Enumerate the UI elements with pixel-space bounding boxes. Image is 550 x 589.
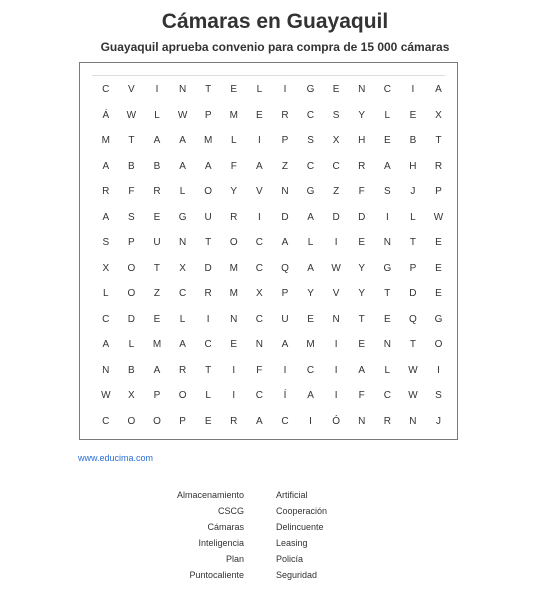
word-list-item: CSCG	[217, 506, 244, 516]
grid-cell[interactable]: C	[383, 390, 391, 401]
grid-cell[interactable]: Y	[358, 262, 366, 274]
grid-cell[interactable]: C	[255, 262, 263, 274]
grid-cell[interactable]: I	[257, 211, 261, 223]
grid-cell[interactable]: H	[409, 160, 417, 172]
grid-row	[93, 256, 451, 282]
grid-cell[interactable]: A	[179, 135, 186, 146]
grid-cell[interactable]: T	[153, 262, 161, 274]
grid-cell[interactable]: A	[435, 84, 442, 95]
grid-cell[interactable]: C	[306, 364, 315, 376]
grid-cell[interactable]: I	[283, 364, 287, 376]
grid-cell[interactable]: N	[383, 339, 391, 350]
grid-cell[interactable]: Q	[281, 262, 289, 274]
grid-cell[interactable]: E	[383, 313, 391, 325]
page-subtitle: Guayaquil aprueba convenio para compra de 15 000 cámaras	[100, 40, 450, 54]
grid-cell[interactable]: E	[153, 211, 161, 223]
grid-cell[interactable]: X	[435, 109, 442, 121]
word-list-item: Puntocaliente	[189, 570, 244, 580]
grid-row	[93, 205, 451, 231]
grid-cell[interactable]: S	[128, 211, 135, 223]
word-list-item: Almacenamiento	[176, 490, 244, 500]
grid-cell[interactable]: A	[153, 364, 161, 376]
grid-row	[93, 179, 451, 205]
grid-cell[interactable]: C	[306, 160, 315, 172]
grid-cell[interactable]: G	[434, 313, 443, 325]
grid-cell[interactable]: B	[153, 160, 161, 172]
grid-cell[interactable]: A	[102, 160, 110, 172]
grid-cell[interactable]: A	[256, 415, 263, 427]
grid-cell[interactable]: A	[281, 339, 289, 350]
grid-cell[interactable]: W	[126, 109, 137, 121]
grid-cell[interactable]: O	[127, 415, 136, 427]
grid-cell[interactable]: C	[306, 109, 315, 121]
grid-cell[interactable]: E	[409, 109, 417, 121]
grid-cell[interactable]: R	[153, 186, 161, 197]
grid-cell[interactable]: L	[128, 339, 135, 350]
grid-cell[interactable]: E	[358, 339, 366, 350]
grid-cell[interactable]: L	[179, 186, 186, 197]
grid-cell[interactable]: O	[434, 339, 443, 350]
grid-cell[interactable]: A	[307, 390, 314, 401]
grid-cell[interactable]: T	[205, 84, 212, 95]
grid-cell[interactable]: T	[128, 135, 135, 146]
grid-cell[interactable]: P	[281, 288, 289, 299]
grid-cell[interactable]: F	[230, 160, 237, 172]
grid-row	[93, 128, 451, 154]
grid-cell[interactable]: R	[178, 364, 187, 376]
grid-cell[interactable]: W	[101, 390, 111, 401]
grid-cell[interactable]: M	[204, 135, 213, 146]
grid-cell[interactable]: P	[409, 262, 417, 274]
grid-cell[interactable]: N	[178, 237, 187, 248]
grid-cell[interactable]: Z	[333, 186, 340, 197]
grid-cell[interactable]: G	[383, 262, 392, 274]
grid-row	[93, 409, 451, 435]
grid-cell[interactable]: A	[153, 135, 161, 146]
grid-cell[interactable]: A	[358, 364, 366, 376]
grid-cell[interactable]: L	[410, 211, 416, 223]
grid-cell[interactable]: S	[435, 390, 442, 401]
grid-cell[interactable]: Z	[281, 160, 288, 172]
grid-cell[interactable]: U	[153, 237, 161, 248]
grid-cell[interactable]: F	[358, 390, 365, 401]
grid-cell[interactable]: A	[307, 211, 314, 223]
grid-cell[interactable]: M	[229, 262, 238, 274]
grid-cell[interactable]: Y	[358, 109, 366, 121]
grid-cell[interactable]: M	[101, 135, 110, 146]
grid-row	[93, 77, 451, 103]
grid-cell[interactable]: G	[178, 211, 187, 223]
grid-cell[interactable]: N	[358, 84, 366, 95]
grid-cell[interactable]: V	[128, 84, 135, 95]
grid-cell[interactable]: L	[179, 313, 186, 325]
grid-cell[interactable]: T	[409, 237, 416, 248]
puzzle-divider	[92, 75, 445, 76]
grid-cell[interactable]: L	[384, 364, 391, 376]
grid-row	[93, 281, 451, 307]
grid-cell[interactable]: I	[257, 135, 261, 146]
grid-cell[interactable]: Z	[153, 288, 161, 299]
grid-cell[interactable]: I	[206, 313, 210, 325]
grid-cell[interactable]: E	[435, 262, 442, 274]
grid-cell[interactable]: W	[433, 211, 444, 223]
grid-cell[interactable]: B	[128, 364, 135, 376]
grid-cell[interactable]: T	[409, 339, 416, 350]
grid-cell[interactable]: S	[332, 109, 340, 121]
grid-cell[interactable]: I	[283, 84, 287, 95]
grid-cell[interactable]: M	[229, 109, 238, 121]
grid-cell[interactable]: N	[102, 364, 110, 376]
grid-cell[interactable]: N	[255, 339, 263, 350]
grid-cell[interactable]: C	[102, 84, 110, 95]
grid-cell[interactable]: R	[281, 109, 289, 121]
grid-cell[interactable]: A	[102, 339, 110, 350]
grid-cell[interactable]: V	[332, 288, 340, 299]
grid-cell[interactable]: E	[383, 135, 391, 146]
grid-cell[interactable]: Í	[283, 390, 287, 401]
grid-cell[interactable]: C	[255, 390, 263, 401]
grid-cell[interactable]: X	[332, 135, 340, 146]
grid-cell[interactable]: I	[334, 237, 338, 248]
grid-cell[interactable]: A	[204, 160, 212, 172]
grid-cell[interactable]: R	[383, 415, 391, 427]
word-list-item: Plan	[225, 554, 244, 564]
grid-cell[interactable]: P	[179, 415, 186, 427]
grid-cell[interactable]: E	[435, 288, 442, 299]
grid-cell[interactable]: A	[281, 237, 289, 248]
grid-cell[interactable]: V	[256, 186, 263, 197]
grid-cell[interactable]: I	[385, 211, 389, 223]
grid-cell[interactable]: A	[307, 262, 314, 274]
grid-cell[interactable]: C	[255, 237, 263, 248]
grid-cell[interactable]: S	[383, 186, 391, 197]
grid-row	[93, 230, 451, 256]
grid-cell[interactable]: I	[232, 364, 236, 376]
grid-cell[interactable]: I	[334, 364, 338, 376]
grid-cell[interactable]: I	[334, 339, 338, 350]
word-list-item: Policía	[276, 554, 304, 564]
grid-cell[interactable]: A	[383, 160, 391, 172]
grid-cell[interactable]: N	[178, 84, 187, 95]
grid-cell[interactable]: S	[307, 135, 314, 146]
grid-cell[interactable]: E	[204, 415, 212, 427]
grid-cell[interactable]: G	[306, 84, 315, 95]
grid-cell[interactable]: A	[179, 339, 186, 350]
grid-cell[interactable]: X	[256, 288, 263, 299]
word-list-item: Seguridad	[276, 570, 318, 580]
grid-cell[interactable]: L	[230, 135, 237, 146]
grid-cell[interactable]: C	[204, 339, 212, 350]
grid-cell[interactable]: X	[102, 262, 110, 274]
grid-cell[interactable]: W	[331, 262, 341, 274]
word-list-item: Inteligencia	[198, 538, 244, 548]
grid-row	[93, 332, 451, 358]
grid-cell[interactable]: I	[334, 390, 338, 401]
grid-cell[interactable]: L	[103, 288, 109, 299]
grid-cell[interactable]: L	[256, 84, 263, 95]
grid-cell[interactable]: R	[230, 415, 238, 427]
grid-cell[interactable]: M	[229, 288, 238, 299]
grid-cell[interactable]: Á	[102, 109, 110, 121]
grid-cell[interactable]: O	[178, 390, 187, 401]
grid-cell[interactable]: X	[179, 262, 186, 274]
grid-cell[interactable]: O	[127, 288, 136, 299]
grid-cell[interactable]: N	[409, 415, 417, 427]
grid-cell[interactable]: W	[408, 390, 418, 401]
grid-cell[interactable]: E	[435, 237, 442, 248]
grid-cell[interactable]: R	[102, 186, 110, 197]
grid-cell[interactable]: L	[205, 390, 211, 401]
grid-cell[interactable]: C	[332, 160, 340, 172]
grid-cell[interactable]: P	[204, 109, 212, 121]
word-list-item: Delincuente	[276, 522, 324, 532]
grid-cell[interactable]: T	[384, 288, 391, 299]
grid-cell[interactable]: T	[435, 135, 442, 146]
grid-cell[interactable]: W	[408, 364, 418, 376]
grid-row	[93, 307, 451, 333]
grid-cell[interactable]: Y	[358, 288, 366, 299]
grid-cell[interactable]: A	[102, 211, 110, 223]
grid-cell[interactable]: J	[410, 186, 416, 197]
grid-cell[interactable]: E	[230, 339, 238, 350]
grid-cell[interactable]: I	[155, 84, 159, 95]
grid-cell[interactable]: D	[127, 313, 135, 325]
website-link[interactable]: www.educima.com	[78, 453, 154, 463]
grid-cell[interactable]: T	[205, 364, 212, 376]
grid-cell[interactable]: D	[332, 211, 340, 223]
grid-cell[interactable]: C	[102, 313, 110, 325]
grid-cell[interactable]: D	[409, 288, 417, 299]
grid-cell[interactable]: F	[358, 186, 365, 197]
grid-cell[interactable]: A	[179, 160, 186, 172]
grid-cell[interactable]: I	[232, 390, 236, 401]
word-list-left	[177, 487, 244, 583]
grid-cell[interactable]: D	[204, 262, 212, 274]
grid-cell[interactable]: J	[436, 415, 442, 427]
grid-cell[interactable]: G	[306, 186, 315, 197]
grid-cell[interactable]: N	[383, 237, 391, 248]
grid-cell[interactable]: I	[411, 84, 415, 95]
grid-cell[interactable]: U	[204, 211, 212, 223]
grid-cell[interactable]: E	[332, 84, 340, 95]
grid-row	[93, 103, 451, 129]
word-list-right	[276, 487, 327, 583]
word-search-puzzle	[79, 62, 458, 440]
grid-cell[interactable]: S	[102, 237, 110, 248]
word-list-item: Cooperación	[276, 506, 328, 516]
grid-row	[93, 383, 451, 409]
grid-cell[interactable]: O	[229, 237, 238, 248]
grid-cell[interactable]: Ó	[332, 415, 341, 427]
grid-cell[interactable]: C	[383, 84, 391, 95]
grid-cell[interactable]: X	[128, 390, 135, 401]
grid-cell[interactable]: Q	[409, 313, 417, 325]
word-list-item: Cámaras	[207, 522, 244, 532]
grid-cell[interactable]: P	[153, 390, 161, 401]
grid-cell[interactable]: T	[358, 313, 365, 325]
grid-cell[interactable]: R	[230, 211, 238, 223]
grid-cell[interactable]: A	[256, 160, 263, 172]
grid-cell[interactable]: E	[153, 313, 161, 325]
grid-cell[interactable]: B	[128, 160, 135, 172]
grid-cell[interactable]: H	[358, 135, 366, 146]
grid-cell[interactable]: Y	[307, 288, 314, 299]
grid-cell[interactable]: I	[309, 415, 312, 427]
grid-cell[interactable]: P	[128, 237, 135, 248]
grid-cell[interactable]: O	[127, 262, 136, 274]
grid-cell[interactable]: I	[437, 364, 440, 376]
grid-cell[interactable]: M	[306, 339, 315, 350]
grid-row	[93, 358, 451, 384]
grid-cell[interactable]: R	[204, 288, 212, 299]
grid-cell[interactable]: N	[230, 313, 238, 325]
word-list-item: Leasing	[276, 538, 308, 548]
grid-cell[interactable]: Y	[230, 186, 238, 197]
grid-cell[interactable]: N	[281, 186, 289, 197]
grid-cell[interactable]: P	[435, 186, 442, 197]
grid-cell[interactable]: L	[154, 109, 160, 121]
word-list-item: Artificial	[276, 490, 308, 500]
grid-cell[interactable]: E	[256, 109, 263, 121]
grid-cell[interactable]: O	[153, 415, 161, 427]
grid-cell[interactable]: O	[204, 186, 213, 197]
grid-cell[interactable]: C	[178, 288, 187, 299]
letter-grid	[93, 77, 451, 434]
grid-cell[interactable]: F	[128, 186, 135, 197]
grid-cell[interactable]: L	[307, 237, 314, 248]
grid-cell[interactable]: D	[281, 211, 289, 223]
grid-cell[interactable]: L	[384, 109, 391, 121]
grid-cell[interactable]: U	[281, 313, 289, 325]
grid-cell[interactable]: C	[102, 415, 110, 427]
page-title: Cámaras en Guayaquil	[161, 10, 389, 33]
grid-cell[interactable]: N	[332, 313, 340, 325]
grid-cell[interactable]: R	[434, 160, 443, 172]
grid-cell[interactable]: D	[358, 211, 366, 223]
grid-cell[interactable]: F	[256, 364, 263, 376]
grid-cell[interactable]: E	[358, 237, 366, 248]
grid-cell[interactable]: T	[205, 237, 212, 248]
grid-cell[interactable]: E	[307, 313, 314, 325]
grid-cell[interactable]: E	[230, 84, 238, 95]
grid-cell[interactable]: W	[177, 109, 188, 121]
grid-cell[interactable]: B	[409, 135, 417, 146]
grid-cell[interactable]: C	[255, 313, 263, 325]
grid-cell[interactable]: M	[152, 339, 162, 350]
grid-cell[interactable]: R	[358, 160, 366, 172]
grid-cell[interactable]: C	[281, 415, 289, 427]
grid-cell[interactable]: P	[281, 135, 289, 146]
grid-cell[interactable]: N	[358, 415, 366, 427]
grid-row	[93, 154, 451, 180]
